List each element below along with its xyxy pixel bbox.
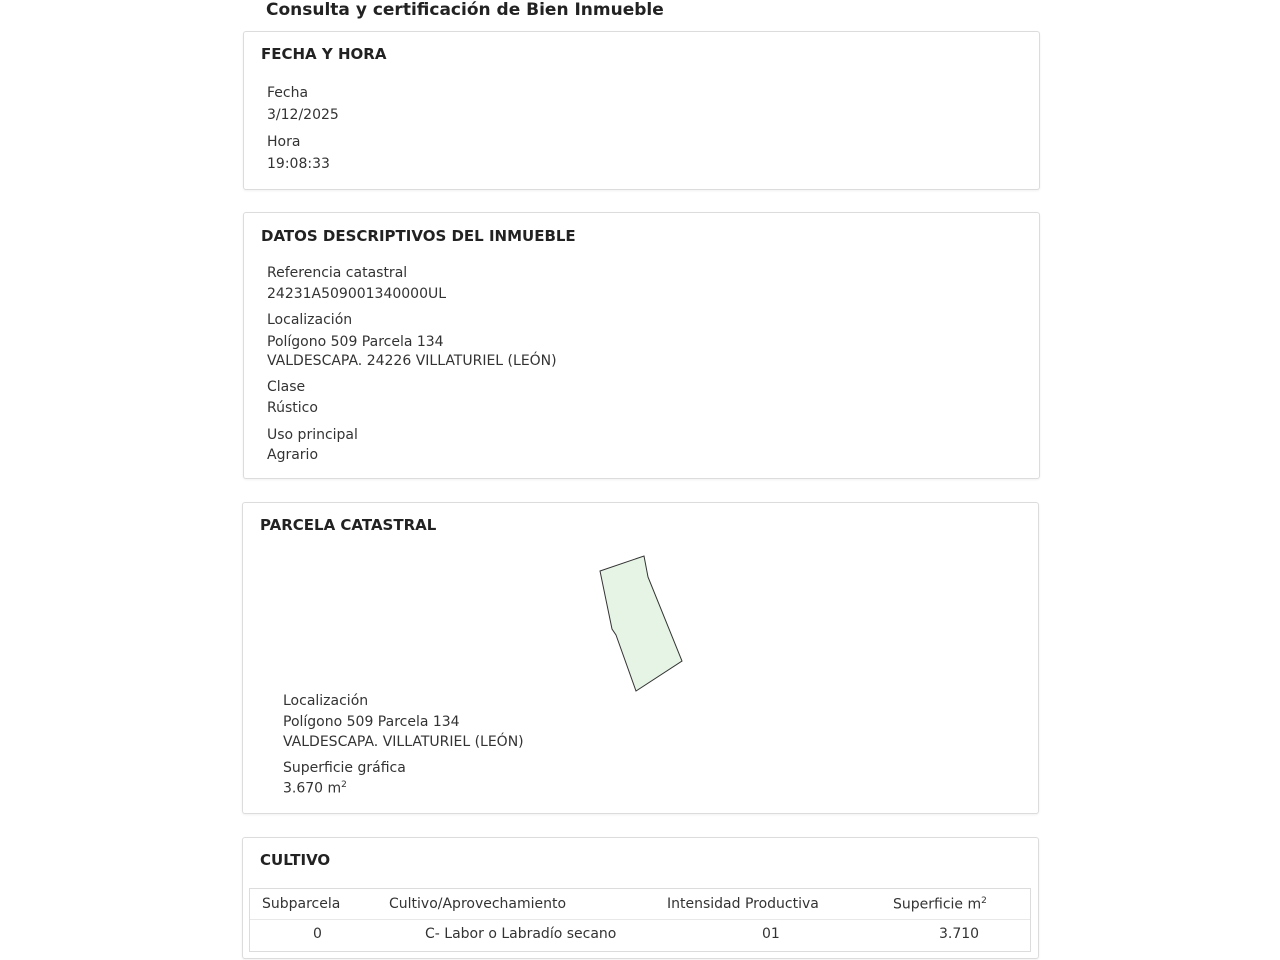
superficie-grafica-exp: 2 [341, 780, 347, 790]
datos-title: DATOS DESCRIPTIVOS DEL INMUEBLE [261, 227, 576, 245]
superficie-grafica-number: 3.670 m [283, 780, 342, 797]
th-superficie-exp: 2 [981, 896, 987, 906]
datos-descriptivos-panel [243, 212, 1040, 479]
th-superficie-label: Superficie m [893, 896, 982, 913]
fecha-label: Fecha [267, 85, 309, 101]
localizacion-line2: VALDESCAPA. 24226 VILLATURIEL (LEÓN) [267, 353, 557, 369]
td-intensidad: 01 [762, 926, 780, 942]
td-cultivo: C- Labor o Labradío secano [425, 926, 617, 942]
th-superficie [893, 896, 987, 913]
localizacion-label: Localización [267, 312, 353, 328]
superficie-grafica-label: Superficie gráfica [283, 760, 406, 776]
uso-label: Uso principal [267, 427, 358, 443]
referencia-label: Referencia catastral [267, 265, 408, 281]
superficie-grafica-value [283, 780, 347, 797]
parcel-map [588, 551, 708, 701]
fecha-hora-panel [243, 31, 1040, 190]
fecha-value: 3/12/2025 [267, 107, 339, 123]
table-divider [250, 919, 1030, 920]
clase-value: Rústico [267, 400, 318, 416]
page-title: Consulta y certificación de Bien Inmueble [266, 0, 664, 20]
parcela-localizacion-line1: Polígono 509 Parcela 134 [283, 714, 460, 730]
td-superficie: 3.710 [939, 926, 980, 942]
parcela-localizacion-line2: VALDESCAPA. VILLATURIEL (LEÓN) [283, 734, 524, 750]
uso-value: Agrario [267, 447, 319, 463]
fecha-hora-title: FECHA Y HORA [261, 45, 387, 63]
parcela-catastral-panel [242, 502, 1039, 814]
cultivo-panel [242, 837, 1039, 959]
hora-label: Hora [267, 134, 301, 150]
cultivo-title: CULTIVO [260, 851, 331, 869]
th-cultivo: Cultivo/Aprovechamiento [389, 896, 567, 912]
th-intensidad: Intensidad Productiva [667, 896, 819, 912]
parcela-title: PARCELA CATASTRAL [260, 516, 437, 534]
referencia-value: 24231A509001340000UL [267, 286, 447, 302]
clase-label: Clase [267, 379, 306, 395]
cultivo-table [249, 888, 1031, 952]
hora-value: 19:08:33 [267, 156, 330, 172]
parcela-localizacion-label: Localización [283, 693, 369, 709]
localizacion-line1: Polígono 509 Parcela 134 [267, 334, 444, 350]
parcel-shape [600, 556, 682, 691]
th-subparcela: Subparcela [262, 896, 341, 912]
td-subparcela: 0 [313, 926, 322, 942]
